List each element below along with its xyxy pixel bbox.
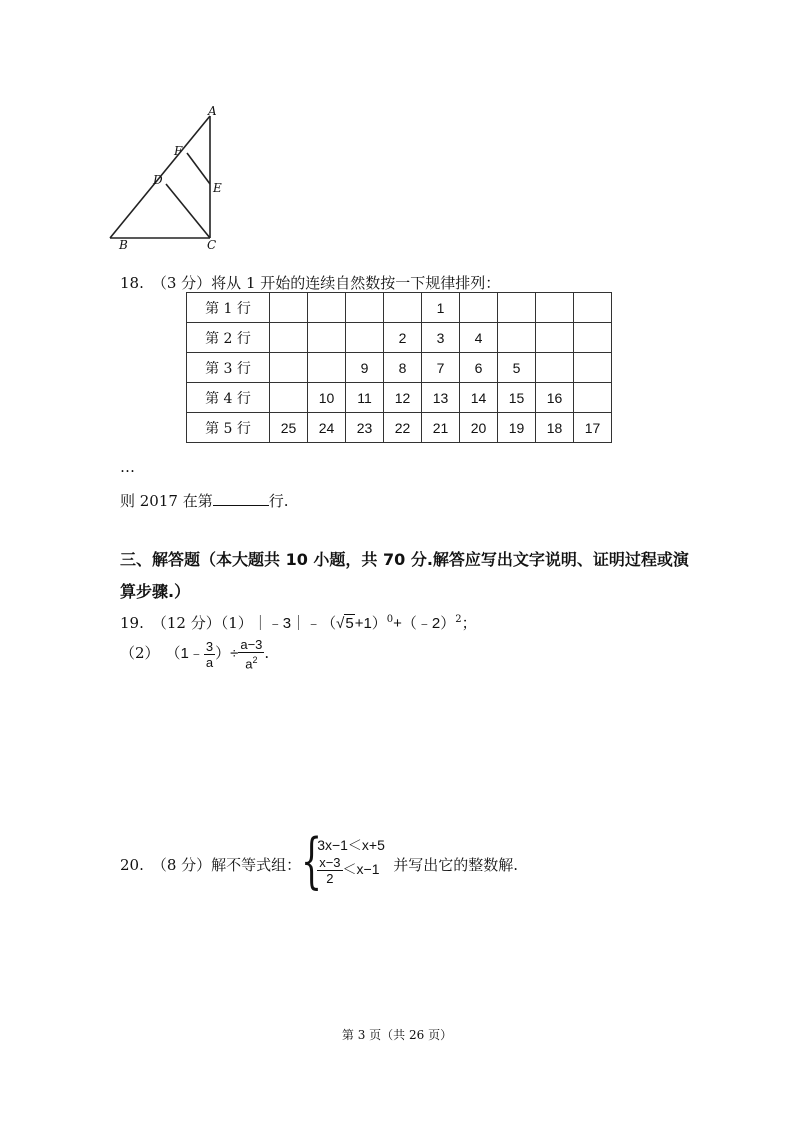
q19-part2-end: . — [264, 644, 270, 662]
table-cell: 25 — [270, 413, 308, 443]
table-cell — [574, 293, 612, 323]
table-cell: 11 — [346, 383, 384, 413]
table-cell: 15 — [498, 383, 536, 413]
q18-question-prefix: 则 2017 在第 — [120, 492, 213, 510]
table-cell — [574, 383, 612, 413]
table-cell: 22 — [384, 413, 422, 443]
table-row — [187, 293, 612, 323]
q20-number: 20. — [120, 855, 144, 874]
table-cell: 24 — [308, 413, 346, 443]
row-label: 第 4 行 — [187, 383, 270, 413]
table-row — [187, 413, 612, 443]
table-cell: 21 — [422, 413, 460, 443]
table-cell — [270, 323, 308, 353]
inequality-system — [301, 826, 393, 896]
table-row — [187, 323, 612, 353]
table-cell — [460, 293, 498, 323]
fraction-3-over-a — [204, 639, 215, 670]
table-cell — [574, 323, 612, 353]
table-cell — [384, 293, 422, 323]
table-row — [187, 383, 612, 413]
table-cell: 17 — [574, 413, 612, 443]
table-cell — [308, 323, 346, 353]
q19-part1 — [120, 612, 477, 633]
table-cell: 18 — [536, 413, 574, 443]
row-label: 第 3 行 — [187, 353, 270, 383]
row-label: 第 1 行 — [187, 293, 270, 323]
table-cell: 14 — [460, 383, 498, 413]
fraction-denominator: 2 — [326, 871, 334, 886]
label-b: B — [119, 238, 128, 252]
sqrt-expression: √5 — [336, 615, 354, 632]
label-a: A — [208, 104, 217, 118]
inequality-2-fraction — [317, 855, 342, 886]
q18-question — [120, 490, 289, 511]
table-cell — [536, 323, 574, 353]
table-cell: 9 — [346, 353, 384, 383]
label-d: D — [153, 173, 163, 187]
table-cell: 16 — [536, 383, 574, 413]
table-cell: 1 — [422, 293, 460, 323]
q18-header — [120, 272, 500, 293]
fraction-numerator: x−3 — [319, 855, 341, 870]
inequality-2 — [317, 855, 379, 886]
table-cell: 6 — [460, 353, 498, 383]
table-cell: 19 — [498, 413, 536, 443]
table-cell: 8 — [384, 353, 422, 383]
denominator-base: a — [245, 656, 253, 672]
triangle-figure — [100, 100, 240, 260]
q19-part1-label: （1） — [220, 614, 253, 632]
q19-part1-b: +1） — [354, 615, 387, 632]
row-label: 第 5 行 — [187, 413, 270, 443]
label-c: C — [207, 238, 217, 252]
q19-number: 19. — [120, 614, 144, 632]
q20 — [120, 826, 518, 896]
page-footer: 第 3 页（共 26 页） — [341, 1028, 453, 1042]
exponent-zero: 0 — [386, 614, 394, 625]
q18-text: 将从 1 开始的连续自然数按一下规律排列： — [211, 274, 501, 292]
q20-score: （8 分） — [151, 855, 212, 874]
section3-title-line2: 算步骤.） — [120, 582, 191, 601]
table-cell — [536, 293, 574, 323]
q19-part1-c: +（﹣2） — [393, 615, 456, 632]
table-cell — [346, 323, 384, 353]
q18-number: 18. — [120, 274, 144, 292]
inequality-1: 3x−1＜x+5 — [317, 837, 385, 853]
exponent-two: 2 — [455, 614, 462, 625]
table-cell — [270, 293, 308, 323]
q19-part2-b: ）÷ — [215, 645, 239, 662]
table-cell — [498, 323, 536, 353]
fraction-a-minus-3-over-a-squared — [238, 637, 264, 671]
inequality-2-rest: ＜x−1 — [342, 861, 380, 878]
table-cell: 2 — [384, 323, 422, 353]
fraction-numerator: a−3 — [240, 636, 263, 652]
fraction-numerator: 3 — [205, 638, 214, 654]
table-cell: 5 — [498, 353, 536, 383]
table-cell — [308, 293, 346, 323]
q19-part2-a: （1﹣ — [165, 645, 204, 662]
sqrt-radicand: 5 — [345, 615, 354, 632]
table-cell — [346, 293, 384, 323]
table-cell: 20 — [460, 413, 498, 443]
table-cell: 4 — [460, 323, 498, 353]
q20-text: 解不等式组： — [211, 855, 302, 874]
table-cell — [270, 383, 308, 413]
q18-score: （3 分） — [151, 274, 212, 292]
brace-symbol: { — [301, 826, 323, 896]
q19-score: （12 分） — [151, 614, 221, 632]
section3-title — [120, 544, 720, 608]
table-cell — [574, 353, 612, 383]
table-cell: 12 — [384, 383, 422, 413]
denominator-exponent: 2 — [252, 654, 258, 665]
q18-ellipsis: … — [120, 458, 135, 476]
q19-part2-label: （2） — [120, 644, 160, 662]
q19-part2 — [120, 636, 269, 671]
label-e: E — [213, 181, 222, 195]
label-f: F — [174, 144, 183, 158]
fraction-denominator: a — [205, 654, 214, 670]
table-cell — [308, 353, 346, 383]
fraction-denominator — [238, 653, 264, 671]
table-cell — [536, 353, 574, 383]
q20-tail: 并写出它的整数解. — [393, 855, 518, 874]
table-cell: 3 — [422, 323, 460, 353]
row-label: 第 2 行 — [187, 323, 270, 353]
table-cell: 13 — [422, 383, 460, 413]
table-row — [187, 353, 612, 383]
table-cell: 10 — [308, 383, 346, 413]
table-cell: 23 — [346, 413, 384, 443]
q19-part1-end: ； — [461, 614, 477, 632]
segment-fe — [187, 153, 210, 184]
segment-dc — [166, 184, 210, 238]
pattern-table — [186, 292, 612, 443]
table-cell: 7 — [422, 353, 460, 383]
q18-question-suffix: 行. — [268, 492, 289, 510]
section3-title-line1: 三、解答题（本大题共 10 小题，共 70 分.解答应写出文字说明、证明过程或演 — [120, 550, 689, 569]
q19-part1-a: ｜﹣3｜﹣（ — [252, 615, 337, 632]
table-cell — [498, 293, 536, 323]
table-cell — [270, 353, 308, 383]
answer-blank[interactable] — [213, 491, 269, 506]
